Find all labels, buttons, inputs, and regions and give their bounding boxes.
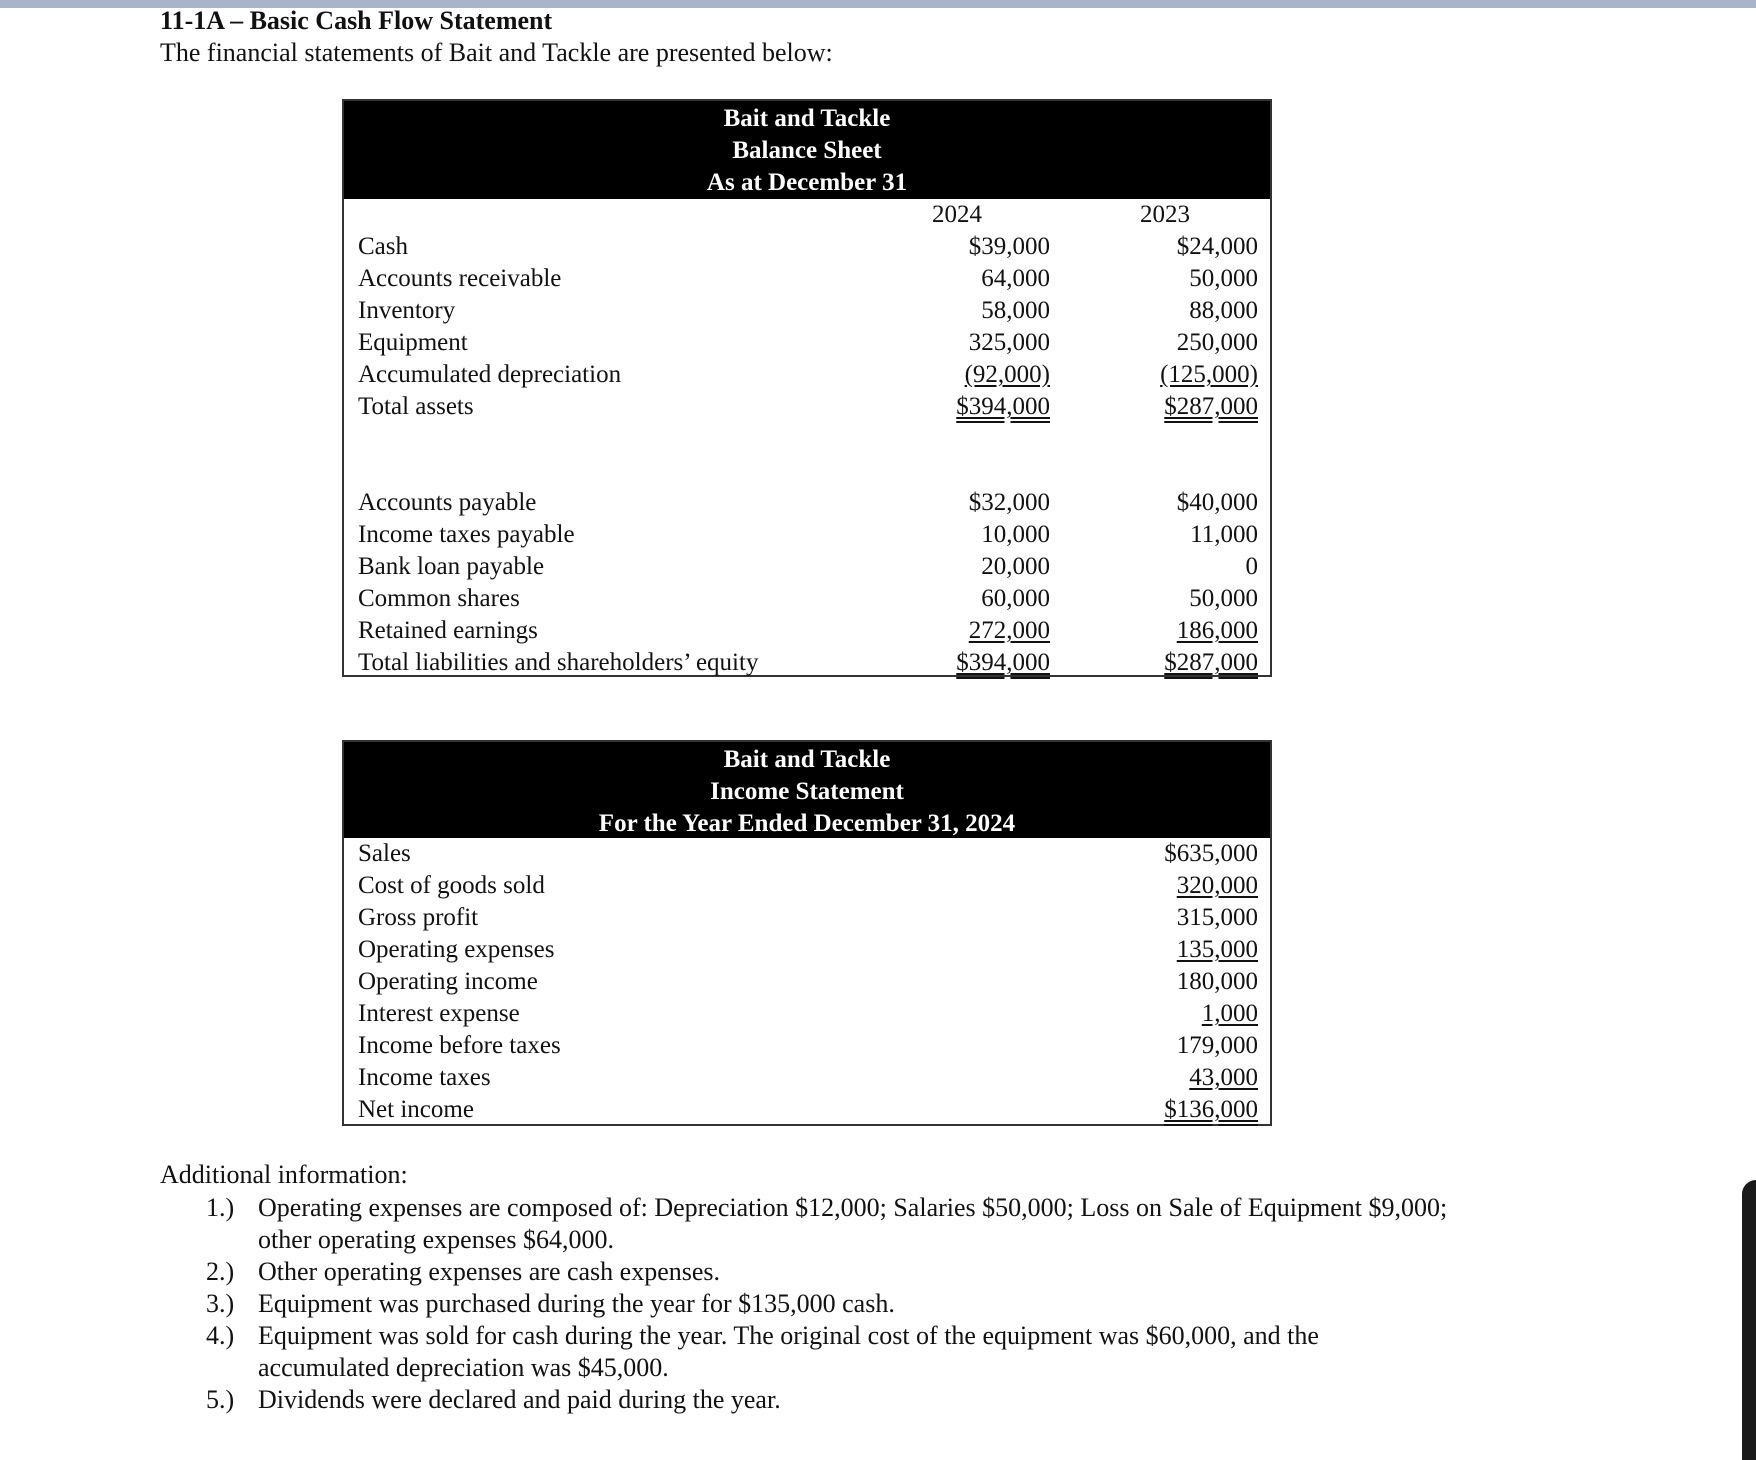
equity-2023: 186,000 — [1176, 617, 1258, 644]
balance-sheet-title: Balance Sheet — [732, 137, 882, 164]
additional-info-item — [206, 1320, 1506, 1384]
income-row-amount: 135,000 — [1176, 936, 1258, 963]
liability-2023: 11,000 — [1190, 521, 1258, 548]
liability-2024: $32,000 — [968, 489, 1050, 516]
liability-2024: 20,000 — [981, 553, 1050, 580]
item-number: 2.) — [206, 1257, 235, 1286]
asset-2024: 64,000 — [981, 265, 1050, 292]
additional-info-title: Additional information: — [160, 1160, 408, 1189]
year-header-2024: 2024 — [932, 201, 982, 228]
liability-2023: $40,000 — [1176, 489, 1258, 516]
asset-label: Equipment — [358, 329, 468, 356]
asset-2023: (125,000) — [1160, 361, 1258, 388]
net-income-amount: $136,000 — [1164, 1096, 1258, 1123]
income-statement — [342, 740, 1272, 1126]
income-row-label: Interest expense — [358, 1000, 520, 1027]
asset-2024: $39,000 — [968, 233, 1050, 260]
income-statement-title: Income Statement — [710, 778, 904, 805]
equity-label: Common shares — [358, 585, 520, 612]
income-row-amount: 180,000 — [1176, 968, 1258, 995]
equity-2024: 272,000 — [968, 617, 1050, 644]
asset-2023: $24,000 — [1176, 233, 1258, 260]
asset-label: Accumulated depreciation — [358, 361, 622, 388]
income-row-amount: 320,000 — [1176, 872, 1258, 899]
liability-label: Bank loan payable — [358, 553, 545, 580]
item-text: Dividends were declared and paid during the year. — [258, 1385, 781, 1414]
item-number: 5.) — [206, 1385, 235, 1414]
asset-2024: 58,000 — [981, 297, 1050, 324]
total-assets-2024: $394,000 — [956, 393, 1050, 420]
total-liabilities-equity-label: Total liabilities and shareholders’ equity — [358, 649, 759, 676]
device-edge — [1742, 1180, 1756, 1460]
exercise-title: 11-1A – Basic Cash Flow Statement — [160, 6, 553, 35]
income-row-label: Gross profit — [358, 904, 479, 931]
income-statement-header — [344, 742, 1270, 838]
income-row-label: Income taxes — [358, 1064, 491, 1091]
additional-info-item — [206, 1384, 1506, 1416]
year-header-2023: 2023 — [1140, 201, 1190, 228]
income-row-label: Cost of goods sold — [358, 872, 545, 899]
total-liabilities-equity-2024: $394,000 — [956, 649, 1050, 676]
asset-label: Inventory — [358, 297, 456, 324]
item-number: 4.) — [206, 1321, 235, 1350]
item-text: Equipment was sold for cash during the year. The original cost of the equipment was $60,000, and the accumulated depreciation was $45,000. — [258, 1321, 1319, 1382]
item-number: 3.) — [206, 1289, 235, 1318]
additional-info-item — [206, 1288, 1506, 1320]
liability-label: Income taxes payable — [358, 521, 575, 548]
equity-label: Retained earnings — [358, 617, 538, 644]
income-row-amount: 43,000 — [1189, 1064, 1258, 1091]
income-row-label: Sales — [358, 840, 411, 867]
asset-label: Cash — [358, 233, 408, 260]
income-row-label: Operating income — [358, 968, 538, 995]
asset-2024: (92,000) — [964, 361, 1050, 388]
asset-2024: 325,000 — [968, 329, 1050, 356]
additional-info-item — [206, 1256, 1506, 1288]
total-assets-2023: $287,000 — [1164, 393, 1258, 420]
item-text: Equipment was purchased during the year for $135,000 cash. — [258, 1289, 895, 1318]
income-row-label: Income before taxes — [358, 1032, 561, 1059]
income-row-amount: 179,000 — [1176, 1032, 1258, 1059]
income-row-amount: $635,000 — [1164, 840, 1258, 867]
balance-sheet-date: As at December 31 — [706, 169, 908, 196]
income-row-amount: 1,000 — [1201, 1000, 1258, 1027]
asset-2023: 50,000 — [1189, 265, 1258, 292]
item-text: Operating expenses are composed of: Depreciation $12,000; Salaries $50,000; Loss on Sale of Equipment $9,000; other operating expenses $64,000. — [258, 1193, 1448, 1254]
income-statement-period: For the Year Ended December 31, 2024 — [598, 810, 1016, 837]
balance-sheet — [342, 99, 1272, 677]
equity-2024: 60,000 — [981, 585, 1050, 612]
liability-2023: 0 — [1245, 553, 1258, 580]
net-income-label: Net income — [358, 1096, 474, 1123]
income-statement-company: Bait and Tackle — [723, 746, 891, 773]
income-row-label: Operating expenses — [358, 936, 555, 963]
total-assets-label: Total assets — [358, 393, 474, 420]
total-liabilities-equity-2023: $287,000 — [1164, 649, 1258, 676]
item-text: Other operating expenses are cash expenses. — [258, 1257, 721, 1286]
liability-label: Accounts payable — [358, 489, 537, 516]
balance-sheet-header — [344, 101, 1270, 199]
item-number: 1.) — [206, 1193, 235, 1222]
additional-info-item — [206, 1192, 1506, 1256]
asset-2023: 88,000 — [1189, 297, 1258, 324]
asset-2023: 250,000 — [1176, 329, 1258, 356]
exercise-intro: The financial statements of Bait and Tackle are presented below: — [160, 38, 833, 67]
income-row-amount: 315,000 — [1176, 904, 1258, 931]
liability-2024: 10,000 — [981, 521, 1050, 548]
balance-sheet-company: Bait and Tackle — [723, 105, 891, 132]
asset-label: Accounts receivable — [358, 265, 562, 292]
equity-2023: 50,000 — [1189, 585, 1258, 612]
